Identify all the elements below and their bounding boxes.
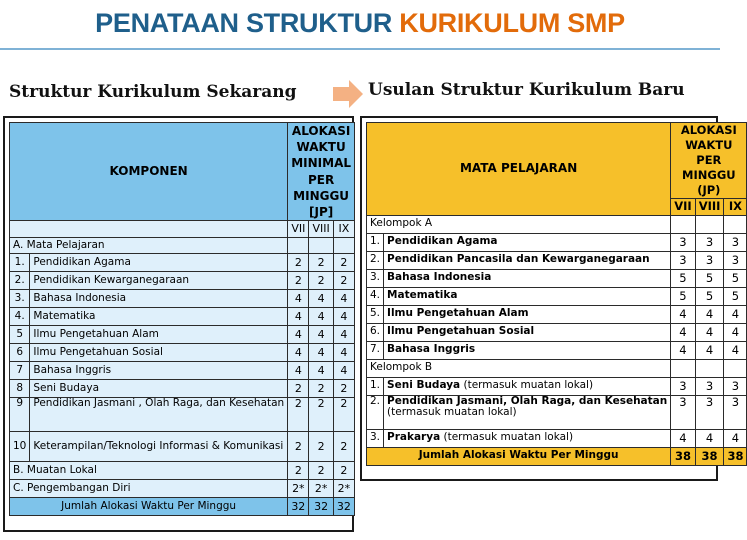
total-value: 38 [695,447,724,465]
total-row [367,447,747,465]
subject-number: 1. [367,233,384,251]
value-cell: 4 [309,362,333,380]
value-cell: 3 [724,395,747,429]
section-b-row [10,462,355,480]
subject-number: 2. [367,395,384,429]
right-arrow-icon [333,80,363,108]
subject-name: Prakarya [387,431,441,444]
total-row [10,498,355,516]
value-cell: 4 [309,290,333,308]
subject-number: 3. [10,290,30,308]
subject-number: 10 [10,432,30,462]
total-value: 38 [724,447,747,465]
subject-number: 4. [367,287,384,305]
subject-name: Ilmu Pengetahuan Alam [384,305,671,323]
value-cell: 2 [309,398,333,432]
total-value: 32 [333,498,354,516]
group-b-row [367,359,747,377]
col-subject: MATA PELAJARAN [367,123,671,216]
value-cell: 4 [724,341,747,359]
value-cell: 4 [333,362,354,380]
subject-name: Bahasa Indonesia [384,269,671,287]
value-cell: 4 [671,341,695,359]
subject-number: 4. [10,308,30,326]
subject-name: Matematika [30,308,288,326]
value-cell: 3 [695,395,724,429]
section-c-row [10,480,355,498]
subject-name: Keterampilan/Teknologi Informasi & Komunikasi [30,432,288,462]
value-cell: 2* [288,480,309,498]
value-cell: 5 [695,287,724,305]
value-cell: 4 [333,326,354,344]
subject-row [10,254,355,272]
value-cell: 4 [333,344,354,362]
value-cell: 4 [724,305,747,323]
value-cell: 4 [695,341,724,359]
value-cell: 2 [309,272,333,290]
subject-number: 1. [367,377,384,395]
title-divider [0,48,720,50]
value-cell: 2 [333,272,354,290]
subject-name: Bahasa Inggris [30,362,288,380]
subject-number: 5. [367,305,384,323]
right-heading: Usulan Struktur Kurikulum Baru [368,80,685,100]
subject-row [10,326,355,344]
value-cell: 2 [333,380,354,398]
subject-row [10,398,355,432]
value-cell: 4 [695,323,724,341]
subject-row [367,323,747,341]
value-cell: 2* [333,480,354,498]
value-cell: 4 [695,305,724,323]
value-cell: 4 [333,308,354,326]
subject-name: Seni Budaya [30,380,288,398]
col-component: KOMPONEN [10,123,288,221]
subject-number: 2. [10,272,30,290]
value-cell: 2* [309,480,333,498]
value-cell: 4 [288,362,309,380]
subject-name: Ilmu Pengetahuan Alam [30,326,288,344]
value-cell: 2 [309,380,333,398]
value-cell: 2 [333,462,354,480]
section-a-row [10,238,355,254]
section-b-label: B. Muatan Lokal [10,462,288,480]
col-allocation: ALOKASI WAKTU MINIMAL PER MINGGU [JP] [288,123,355,221]
subject-row [10,272,355,290]
subject-number: 3. [367,269,384,287]
title-part-2: KURIKULUM SMP [399,8,625,38]
title-part-1: PENATAAN STRUKTUR [95,8,393,38]
subject-row [10,380,355,398]
subject-number: 5 [10,326,30,344]
subject-name: Bahasa Indonesia [30,290,288,308]
subject-name: Pendidikan Agama [384,233,671,251]
value-cell: 3 [671,233,695,251]
value-cell: 2 [333,432,354,462]
value-cell: 2 [288,254,309,272]
subject-row [10,344,355,362]
value-cell: 4 [288,344,309,362]
value-cell: 5 [724,269,747,287]
value-cell: 2 [333,254,354,272]
subject-row [10,308,355,326]
subject-name-cell [384,429,671,447]
slide-title [0,8,720,39]
subject-number: 7 [10,362,30,380]
grade-vii: VII [671,198,695,215]
subject-name: Ilmu Pengetahuan Sosial [384,323,671,341]
value-cell: 4 [309,344,333,362]
subject-row [367,287,747,305]
total-value: 32 [309,498,333,516]
subject-name: Seni Budaya [387,379,461,392]
subject-number: 7. [367,341,384,359]
grade-viii: VIII [695,198,724,215]
subject-number: 1. [10,254,30,272]
value-cell: 2 [333,398,354,432]
subject-name: Pendidikan Pancasila dan Kewarganegaraan [384,251,671,269]
subject-number: 3. [367,429,384,447]
value-cell: 2 [288,272,309,290]
grade-vii: VII [288,221,309,238]
value-cell: 2 [288,380,309,398]
value-cell: 3 [695,233,724,251]
subject-number: 6 [10,344,30,362]
subject-row [10,362,355,380]
value-cell: 3 [724,251,747,269]
subject-number: 8 [10,380,30,398]
subject-name: Matematika [384,287,671,305]
value-cell: 2 [309,432,333,462]
subject-row [367,305,747,323]
subject-note: (termasuk muatan lokal) [440,431,574,444]
value-cell: 2 [288,462,309,480]
total-value: 32 [288,498,309,516]
subject-name: Ilmu Pengetahuan Sosial [30,344,288,362]
col-allocation: ALOKASI WAKTU PER MINGGU (JP) [671,123,747,199]
value-cell: 3 [671,395,695,429]
value-cell: 2 [288,432,309,462]
value-cell: 4 [671,429,695,447]
subject-name: Pendidikan Jasmani , Olah Raga, dan Kesehatan [30,398,288,432]
value-cell: 4 [309,326,333,344]
subject-name: Bahasa Inggris [384,341,671,359]
grade-ix: IX [724,198,747,215]
grade-ix: IX [333,221,354,238]
value-cell: 3 [695,251,724,269]
value-cell: 3 [671,377,695,395]
subject-row [367,269,747,287]
subject-row [367,395,747,429]
section-a-label: A. Mata Pelajaran [10,238,288,254]
value-cell: 4 [724,323,747,341]
value-cell: 4 [288,290,309,308]
value-cell: 2 [309,254,333,272]
grade-viii: VIII [309,221,333,238]
subject-number: 6. [367,323,384,341]
subject-row [367,251,747,269]
value-cell: 3 [724,233,747,251]
subject-row [367,233,747,251]
value-cell: 3 [671,251,695,269]
subject-row [10,290,355,308]
subject-name: Pendidikan Kewarganegaraan [30,272,288,290]
subject-number: 2. [367,251,384,269]
total-label: Jumlah Alokasi Waktu Per Minggu [10,498,288,516]
subject-number: 9 [10,398,30,432]
value-cell: 4 [671,305,695,323]
section-c-label: C. Pengembangan Diri [10,480,288,498]
group-a-row [367,215,747,233]
subject-name: Pendidikan Jasmani, Olah Raga, dan Kesehatan [387,394,668,407]
value-cell: 5 [695,269,724,287]
value-cell: 4 [671,323,695,341]
subject-row [367,429,747,447]
left-heading: Struktur Kurikulum Sekarang [9,82,297,102]
value-cell: 4 [695,429,724,447]
value-cell: 5 [724,287,747,305]
value-cell: 4 [288,308,309,326]
current-structure-frame [3,116,354,532]
grade-header-row [10,221,355,238]
subject-name-cell [384,377,671,395]
subject-row [10,432,355,462]
value-cell: 4 [333,290,354,308]
group-b-label: Kelompok B [367,359,671,377]
value-cell: 3 [724,377,747,395]
total-label: Jumlah Alokasi Waktu Per Minggu [367,447,671,465]
group-a-label: Kelompok A [367,215,671,233]
value-cell: 5 [671,269,695,287]
value-cell: 3 [695,377,724,395]
value-cell: 4 [309,308,333,326]
subject-note: (termasuk muatan lokal) [460,379,594,392]
subject-note: (termasuk muatan lokal) [387,406,517,419]
proposed-structure-table [366,122,747,466]
value-cell: 4 [288,326,309,344]
value-cell: 5 [671,287,695,305]
subject-row [367,341,747,359]
subject-name: Pendidikan Agama [30,254,288,272]
current-structure-table [9,122,355,516]
subject-row [367,377,747,395]
value-cell: 4 [724,429,747,447]
value-cell: 2 [309,462,333,480]
subject-name-cell [384,395,671,429]
proposed-structure-frame [360,116,744,481]
total-value: 38 [671,447,695,465]
value-cell: 2 [288,398,309,432]
